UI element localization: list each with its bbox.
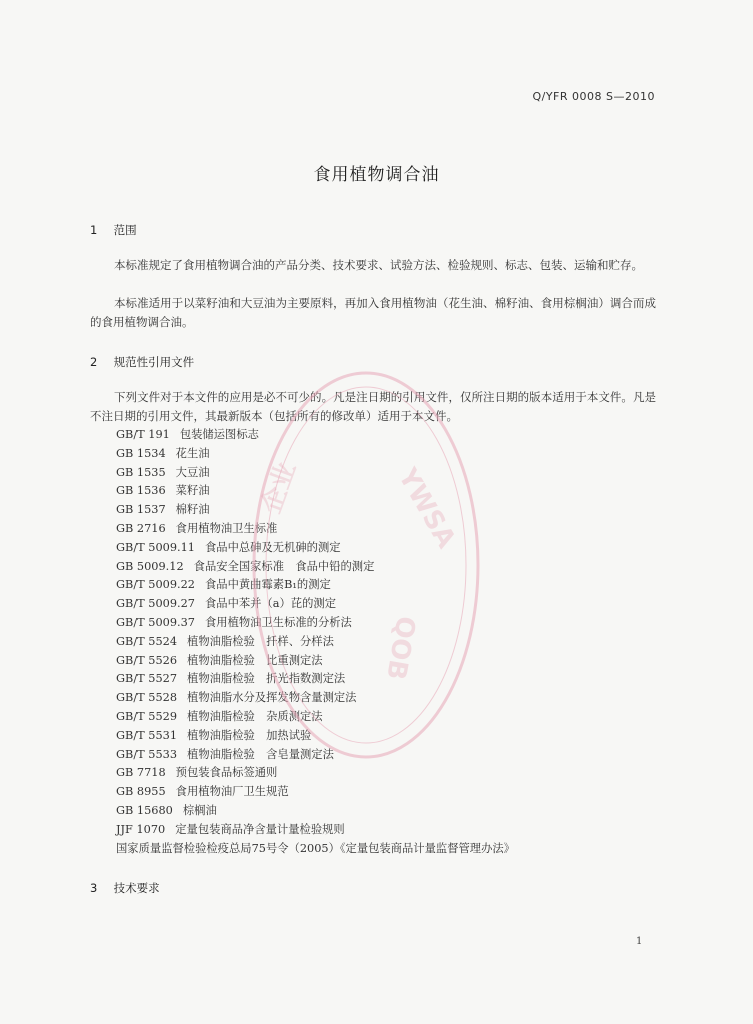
reference-title: 食用植物油卫生标准 xyxy=(175,521,278,535)
reference-title: 食用植物油厂卫生规范 xyxy=(175,785,289,799)
document-title: 食用植物调合油 xyxy=(313,165,440,185)
section-number: 1 xyxy=(90,223,98,237)
section-1-heading xyxy=(90,222,137,238)
reference-code: GB/T 5009.27 xyxy=(116,597,195,611)
reference-item xyxy=(116,614,515,633)
reference-title: 植物油脂检验 含皂量测定法 xyxy=(187,747,334,761)
reference-title: 植物油脂水分及挥发物含量测定法 xyxy=(187,691,357,705)
reference-item xyxy=(116,445,515,464)
reference-code: GB 7718 xyxy=(116,766,166,780)
reference-title: 棉籽油 xyxy=(175,503,210,517)
reference-code: GB/T 5533 xyxy=(116,747,178,761)
section-title: 技术要求 xyxy=(113,881,160,895)
references-intro: 下列文件对于本文件的应用是必不可少的。凡是注日期的引用文件，仅所注日期的版本适用于本文件。凡是不注日期的引用文件，其最新版本（包括所有的修改单）适用于本文件。 xyxy=(90,390,656,423)
reference-title: 菜籽油 xyxy=(175,484,210,498)
reference-code: GB/T 5526 xyxy=(116,653,178,667)
reference-code: GB/T 5528 xyxy=(116,691,178,705)
reference-title: 食品中苯并（a）芘的测定 xyxy=(204,597,336,611)
reference-code: GB 1537 xyxy=(116,503,166,517)
reference-item xyxy=(116,840,515,859)
reference-code: GB 1534 xyxy=(116,446,166,460)
reference-title: 国家质量监督检验检疫总局75号令（2005）《定量包装商品计量监督管理办法》 xyxy=(116,841,515,855)
reference-item xyxy=(116,633,515,652)
reference-item xyxy=(116,764,515,783)
reference-item xyxy=(116,576,515,595)
reference-code: GB 5009.12 xyxy=(116,559,184,573)
reference-code: GB/T 5531 xyxy=(116,728,178,742)
svg-text:YWSA: YWSA xyxy=(391,463,462,554)
reference-title: 植物油脂检验 杂质测定法 xyxy=(187,709,323,723)
reference-item xyxy=(116,464,515,483)
svg-text:企业: 企业 xyxy=(256,458,303,518)
section-title: 规范性引用文件 xyxy=(113,355,195,369)
reference-item xyxy=(116,539,515,558)
section-3-heading xyxy=(90,880,160,896)
reference-title: 定量包装商品净含量计量检验规则 xyxy=(175,822,345,836)
scope-paragraph-1: 本标准规定了食用植物调合油的产品分类、技术要求、试验方法、检验规则、标志、包装、运输和贮存。 xyxy=(114,258,643,272)
document-number: Q/YFR 0008 S—2010 xyxy=(532,90,655,103)
reference-item xyxy=(116,708,515,727)
section-number: 2 xyxy=(90,355,98,369)
reference-title: 食品中黄曲霉素B₁的测定 xyxy=(204,578,331,592)
reference-item xyxy=(116,426,515,445)
reference-title: 预包装食品标签通则 xyxy=(175,766,278,780)
reference-title: 棕榈油 xyxy=(182,803,217,817)
reference-code: GB 15680 xyxy=(116,803,173,817)
reference-list xyxy=(116,426,515,858)
reference-item xyxy=(116,501,515,520)
reference-item xyxy=(116,652,515,671)
reference-title: 包装储运图标志 xyxy=(179,428,259,441)
reference-title: 花生油 xyxy=(175,446,210,460)
reference-code: GB/T 5009.11 xyxy=(116,540,195,554)
reference-item xyxy=(116,802,515,821)
reference-title: 大豆油 xyxy=(175,465,210,479)
reference-title: 食品中总砷及无机砷的测定 xyxy=(204,540,341,554)
reference-code: GB/T 5009.22 xyxy=(116,578,195,592)
reference-title: 植物油脂检验 比重测定法 xyxy=(187,653,323,667)
reference-item xyxy=(116,689,515,708)
reference-code: GB 1535 xyxy=(116,465,166,479)
section-number: 3 xyxy=(90,881,98,895)
reference-code: GB 2716 xyxy=(116,521,166,535)
reference-title: 植物油脂检验 扦样、分样法 xyxy=(187,634,334,648)
reference-item xyxy=(116,520,515,539)
reference-item xyxy=(116,670,515,689)
reference-item xyxy=(116,595,515,614)
reference-item xyxy=(116,783,515,802)
reference-title: 植物油脂检验 折光指数测定法 xyxy=(187,672,346,686)
reference-code: GB 1536 xyxy=(116,484,166,498)
reference-code: GB/T 191 xyxy=(116,428,170,441)
reference-code: GB/T 5009.37 xyxy=(116,615,195,629)
scope-paragraph-2: 本标准适用于以菜籽油和大豆油为主要原料，再加入食用植物油（花生油、棉籽油、食用棕榈油）调合而成的食用植物调合油。 xyxy=(90,296,656,329)
reference-code: GB 8955 xyxy=(116,785,166,799)
reference-code: GB/T 5527 xyxy=(116,672,178,686)
reference-code: GB/T 5524 xyxy=(116,634,178,648)
reference-item xyxy=(116,558,515,577)
svg-text:QOB: QOB xyxy=(379,613,421,683)
reference-item xyxy=(116,821,515,840)
reference-title: 食品安全国家标准 食品中铅的测定 xyxy=(193,559,375,573)
reference-item xyxy=(116,727,515,746)
reference-code: GB/T 5529 xyxy=(116,709,178,723)
section-2-heading xyxy=(90,354,194,370)
reference-item xyxy=(116,482,515,501)
section-title: 范围 xyxy=(113,223,137,237)
reference-item xyxy=(116,746,515,765)
reference-title: 食用植物油卫生标准的分析法 xyxy=(204,615,352,629)
page-number: 1 xyxy=(636,936,643,947)
reference-code: JJF 1070 xyxy=(116,822,166,836)
reference-title: 植物油脂检验 加热试验 xyxy=(187,728,312,742)
